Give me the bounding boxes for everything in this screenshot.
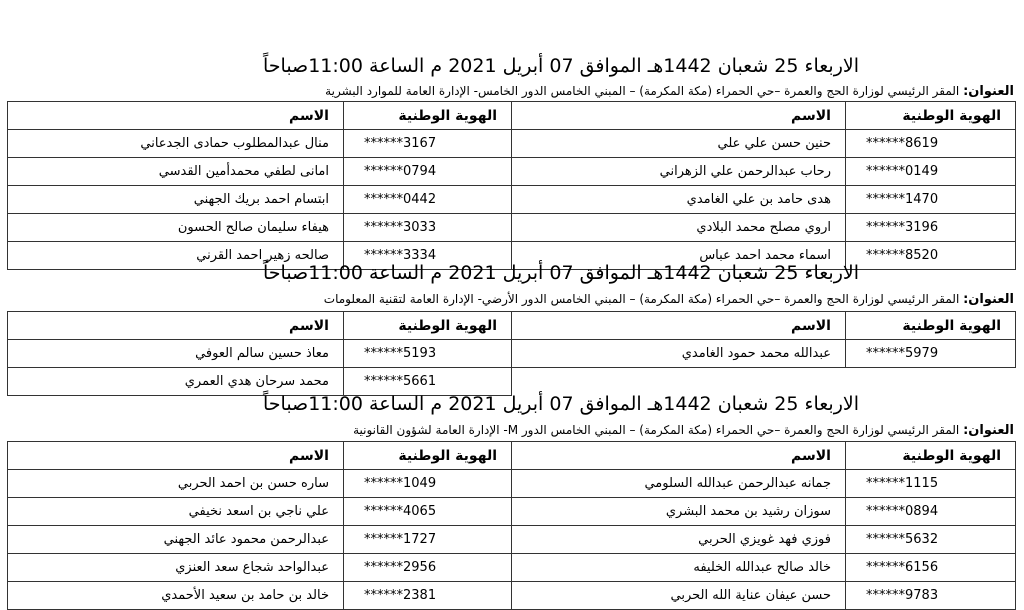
table-row: [8, 526, 1016, 554]
table-row: [8, 554, 1016, 582]
national-id-cell: ******2381: [344, 582, 512, 610]
national-id-cell: ******1049: [344, 470, 512, 498]
address-text: المقر الرئيسي لوزارة الحج والعمرة –حي الحمراء (مكة المكرمة) – المبني الخامس الدور الأرضي- الإدارة العامة لتقنية المعلومات: [323, 292, 960, 306]
header-name: الاسم: [8, 102, 344, 130]
name-cell: رحاب عبدالرحمن علي الزهراني: [512, 158, 846, 186]
national-id-cell: ******9783: [846, 582, 1016, 610]
name-cell: حنين حسن علي علي: [512, 130, 846, 158]
national-id-cell: ******5193: [344, 340, 512, 368]
table-row: [8, 368, 1016, 396]
national-id-cell: ******5632: [846, 526, 1016, 554]
table-row: [8, 582, 1016, 610]
header-national-id: الهوية الوطنية: [846, 442, 1016, 470]
empty-cell: [846, 368, 1016, 396]
name-cell: ابتسام احمد بريك الجهني: [8, 186, 344, 214]
national-id-cell: ******3334: [344, 242, 512, 270]
header-national-id: الهوية الوطنية: [344, 102, 512, 130]
address-label: العنوان:: [963, 292, 1014, 307]
header-name: الاسم: [8, 312, 344, 340]
header-name: الاسم: [512, 102, 846, 130]
name-cell: منال عبدالمطلوب حمادى الجدعاني: [8, 130, 344, 158]
national-id-cell: ******5661: [344, 368, 512, 396]
national-id-cell: ******3167: [344, 130, 512, 158]
name-cell: هيفاء سليمان صالح الحسون: [8, 214, 344, 242]
national-id-cell: ******3033: [344, 214, 512, 242]
section-3-address: [353, 423, 1014, 438]
national-id-cell: ******8619: [846, 130, 1016, 158]
national-id-cell: ******3196: [846, 214, 1016, 242]
name-cell: حسن عيفان عناية الله الحربي: [512, 582, 846, 610]
name-cell: عبدالرحمن محمود عائد الجهني: [8, 526, 344, 554]
header-national-id: الهوية الوطنية: [344, 312, 512, 340]
national-id-cell: ******6156: [846, 554, 1016, 582]
name-cell: محمد سرحان هدي العمري: [8, 368, 344, 396]
section-1-title: الاربعاء 25 شعبان 1442هـ الموافق 07 أبريل 2021 م الساعة 11:00صباحاً: [263, 55, 859, 77]
name-cell: معاذ حسين سالم العوفي: [8, 340, 344, 368]
national-id-cell: ******1115: [846, 470, 1016, 498]
national-id-cell: ******2956: [344, 554, 512, 582]
national-id-cell: ******1470: [846, 186, 1016, 214]
table-row: [8, 498, 1016, 526]
header-national-id: الهوية الوطنية: [846, 312, 1016, 340]
name-cell: سوزان رشيد بن محمد البشري: [512, 498, 846, 526]
name-cell: خالد بن حامد بن سعيد الأحمدي: [8, 582, 344, 610]
table-header-row: [8, 102, 1016, 130]
address-text: المقر الرئيسي لوزارة الحج والعمرة –حي الحمراء (مكة المكرمة) – المبني الخامس الدور الخامس- الإدارة العامة للموارد البشرية: [325, 84, 960, 98]
header-national-id: الهوية الوطنية: [344, 442, 512, 470]
section-1-address: [325, 84, 1014, 99]
national-id-cell: ******0894: [846, 498, 1016, 526]
name-cell: علي ناجي بن اسعد نخيفي: [8, 498, 344, 526]
national-id-cell: ******0149: [846, 158, 1016, 186]
name-cell: فوزي فهد غويزي الحربي: [512, 526, 846, 554]
national-id-cell: ******0442: [344, 186, 512, 214]
name-cell: خالد صالح عبدالله الخليفه: [512, 554, 846, 582]
table-header-row: [8, 442, 1016, 470]
national-id-cell: ******5979: [846, 340, 1016, 368]
national-id-cell: ******8520: [846, 242, 1016, 270]
national-id-cell: ******0794: [344, 158, 512, 186]
name-cell: اسماء محمد احمد عباس: [512, 242, 846, 270]
table-row: [8, 158, 1016, 186]
header-name: الاسم: [512, 312, 846, 340]
table-row: [8, 340, 1016, 368]
table-row: [8, 470, 1016, 498]
name-cell: عبدالله محمد حمود الغامدي: [512, 340, 846, 368]
section-2-table: [7, 311, 1016, 396]
table-row: [8, 214, 1016, 242]
name-cell: صالحه زهير احمد القرني: [8, 242, 344, 270]
section-3-title: الاربعاء 25 شعبان 1442هـ الموافق 07 أبريل 2021 م الساعة 11:00صباحاً: [263, 393, 859, 415]
address-text: المقر الرئيسي لوزارة الحج والعمرة –حي الحمراء (مكة المكرمة) – المبني الخامس الدور M- الإدارة العامة لشؤون القانونية: [353, 423, 960, 437]
table-row: [8, 130, 1016, 158]
section-2-title: الاربعاء 25 شعبان 1442هـ الموافق 07 أبريل 2021 م الساعة 11:00صباحاً: [263, 262, 859, 284]
table-row: [8, 186, 1016, 214]
name-cell: امانى لطفي محمدأمين القدسي: [8, 158, 344, 186]
header-name: الاسم: [8, 442, 344, 470]
section-1-table: [7, 101, 1016, 270]
national-id-cell: ******1727: [344, 526, 512, 554]
name-cell: ساره حسن بن احمد الحربي: [8, 470, 344, 498]
national-id-cell: ******4065: [344, 498, 512, 526]
name-cell: عبدالواحد شجاع سعد العنزي: [8, 554, 344, 582]
name-cell: جمانه عبدالرحمن عبدالله السلومي: [512, 470, 846, 498]
address-label: العنوان:: [963, 84, 1014, 99]
name-cell: اروي مصلح محمد البلادي: [512, 214, 846, 242]
section-3-table: [7, 441, 1016, 610]
table-header-row: [8, 312, 1016, 340]
name-cell: هدى حامد بن علي الغامدي: [512, 186, 846, 214]
address-label: العنوان:: [963, 423, 1014, 438]
section-2-address: [324, 292, 1014, 307]
header-name: الاسم: [512, 442, 846, 470]
empty-cell: [512, 368, 846, 396]
header-national-id: الهوية الوطنية: [846, 102, 1016, 130]
